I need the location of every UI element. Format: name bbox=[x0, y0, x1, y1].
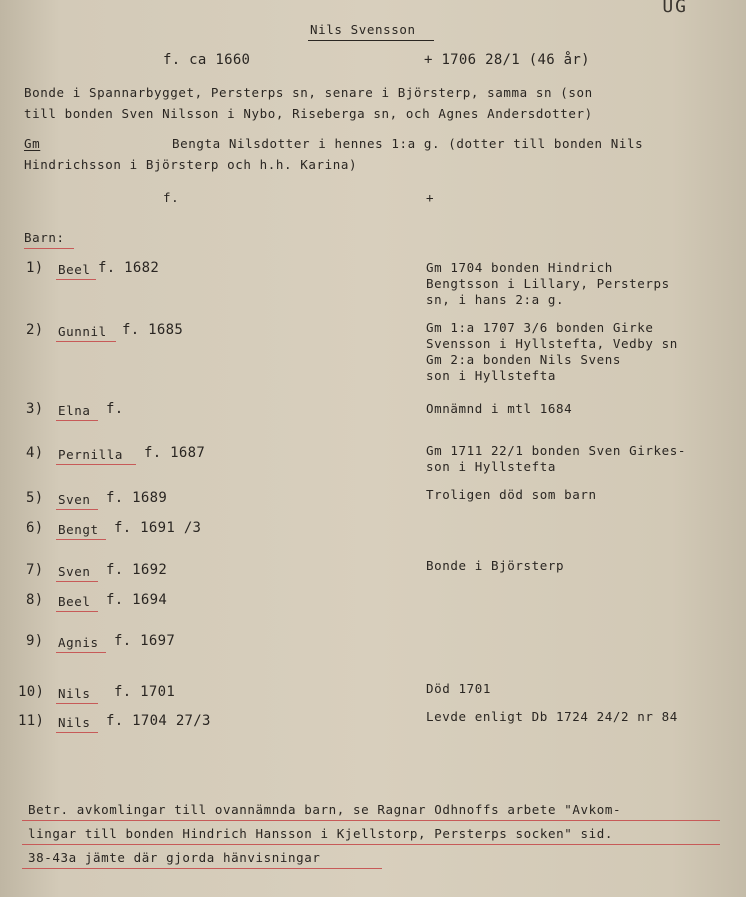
child-9-born: f. 1697 bbox=[114, 633, 176, 649]
children-header-underline bbox=[24, 248, 74, 249]
child-10-underline bbox=[56, 703, 98, 704]
child-1-born: f. 1682 bbox=[98, 260, 160, 276]
child-1-note-3: sn, i hans 2:a g. bbox=[426, 292, 565, 307]
child-7-num: 7) bbox=[26, 562, 44, 578]
child-3-underline bbox=[56, 420, 98, 421]
child-4-underline bbox=[56, 464, 136, 465]
child-2-underline bbox=[56, 341, 116, 342]
child-1-name: Beel bbox=[58, 262, 91, 277]
children-header: Barn: bbox=[24, 230, 65, 245]
child-5-underline bbox=[56, 509, 98, 510]
spouse-line-2: Hindrichsson i Björsterp och h.h. Karina) bbox=[24, 157, 358, 172]
child-5-num: 5) bbox=[26, 490, 44, 506]
child-10-num: 10) bbox=[18, 684, 45, 700]
child-5-note-1: Troligen död som barn bbox=[426, 487, 597, 502]
child-10-name: Nils bbox=[58, 686, 91, 701]
child-1-underline bbox=[56, 279, 96, 280]
death-date: + 1706 28/1 (46 år) bbox=[424, 52, 590, 68]
child-11-name: Nils bbox=[58, 715, 91, 730]
child-2-note-1: Gm 1:a 1707 3/6 bonden Girke bbox=[426, 320, 654, 335]
spouse-died: + bbox=[426, 190, 435, 205]
child-6-name: Bengt bbox=[58, 522, 99, 537]
intro-line-2: till bonden Sven Nilsson i Nybo, Riseberga sn, och Agnes Andersdotter) bbox=[24, 106, 593, 121]
child-4-note-2: son i Hyllstefta bbox=[426, 459, 557, 474]
footer-underline-2 bbox=[22, 844, 720, 845]
footer-line-3: 38-43a jämte där gjorda hänvisningar bbox=[28, 850, 321, 865]
footer-line-2: lingar till bonden Hindrich Hansson i Kjellstorp, Persterps socken" sid. bbox=[28, 826, 614, 841]
child-2-note-4: son i Hyllstefta bbox=[426, 368, 557, 383]
child-8-born: f. 1694 bbox=[106, 592, 168, 608]
child-7-underline bbox=[56, 581, 98, 582]
child-3-name: Elna bbox=[58, 403, 91, 418]
child-10-note-1: Död 1701 bbox=[426, 681, 492, 696]
birth-date: f. ca 1660 bbox=[163, 52, 251, 68]
child-3-note-1: Omnämnd i mtl 1684 bbox=[426, 401, 573, 416]
child-3-born: f. bbox=[106, 401, 124, 417]
child-9-num: 9) bbox=[26, 633, 44, 649]
child-4-name: Pernilla bbox=[58, 447, 124, 462]
child-6-born: f. 1691 /3 bbox=[114, 520, 202, 536]
child-2-note-3: Gm 2:a bonden Nils Svens bbox=[426, 352, 622, 367]
footer-underline-3 bbox=[22, 868, 382, 869]
child-4-note-1: Gm 1711 22/1 bonden Sven Girkes- bbox=[426, 443, 687, 458]
child-11-num: 11) bbox=[18, 713, 45, 729]
child-7-note-1: Bonde i Björsterp bbox=[426, 558, 565, 573]
child-11-underline bbox=[56, 732, 98, 733]
child-6-num: 6) bbox=[26, 520, 44, 536]
child-1-note-2: Bengtsson i Lillary, Persterps bbox=[426, 276, 670, 291]
child-9-name: Agnis bbox=[58, 635, 99, 650]
intro-line-1: Bonde i Spannarbygget, Persterps sn, senare i Björsterp, samma sn (son bbox=[24, 85, 593, 100]
child-1-num: 1) bbox=[26, 260, 44, 276]
child-8-name: Beel bbox=[58, 594, 91, 609]
footer-underline-1 bbox=[22, 820, 720, 821]
child-11-note-1: Levde enligt Db 1724 24/2 nr 84 bbox=[426, 709, 678, 724]
child-6-underline bbox=[56, 539, 106, 540]
footer-line-1: Betr. avkomlingar till ovannämnda barn, se Ragnar Odhnoffs arbete "Avkom- bbox=[28, 802, 622, 817]
child-5-name: Sven bbox=[58, 492, 91, 507]
child-11-born: f. 1704 27/3 bbox=[106, 713, 211, 729]
spouse-born: f. bbox=[163, 190, 180, 205]
child-4-born: f. 1687 bbox=[144, 445, 206, 461]
child-10-born: f. 1701 bbox=[114, 684, 176, 700]
spouse-line-1: Bengta Nilsdotter i hennes 1:a g. (dotter till bonden Nils bbox=[172, 136, 644, 151]
child-2-num: 2) bbox=[26, 322, 44, 338]
gm-label: Gm bbox=[24, 136, 41, 151]
child-2-note-2: Svensson i Hyllstefta, Vedby sn bbox=[426, 336, 678, 351]
child-7-born: f. 1692 bbox=[106, 562, 168, 578]
page-title: Nils Svensson bbox=[310, 22, 416, 37]
child-2-name: Gunnil bbox=[58, 324, 107, 339]
child-4-num: 4) bbox=[26, 445, 44, 461]
child-8-underline bbox=[56, 611, 98, 612]
child-2-born: f. 1685 bbox=[122, 322, 184, 338]
child-7-name: Sven bbox=[58, 564, 91, 579]
child-1-note-1: Gm 1704 bonden Hindrich bbox=[426, 260, 613, 275]
child-3-num: 3) bbox=[26, 401, 44, 417]
child-5-born: f. 1689 bbox=[106, 490, 168, 506]
corner-mark: UG bbox=[662, 0, 688, 17]
title-underline bbox=[308, 40, 434, 41]
child-8-num: 8) bbox=[26, 592, 44, 608]
child-9-underline bbox=[56, 652, 106, 653]
